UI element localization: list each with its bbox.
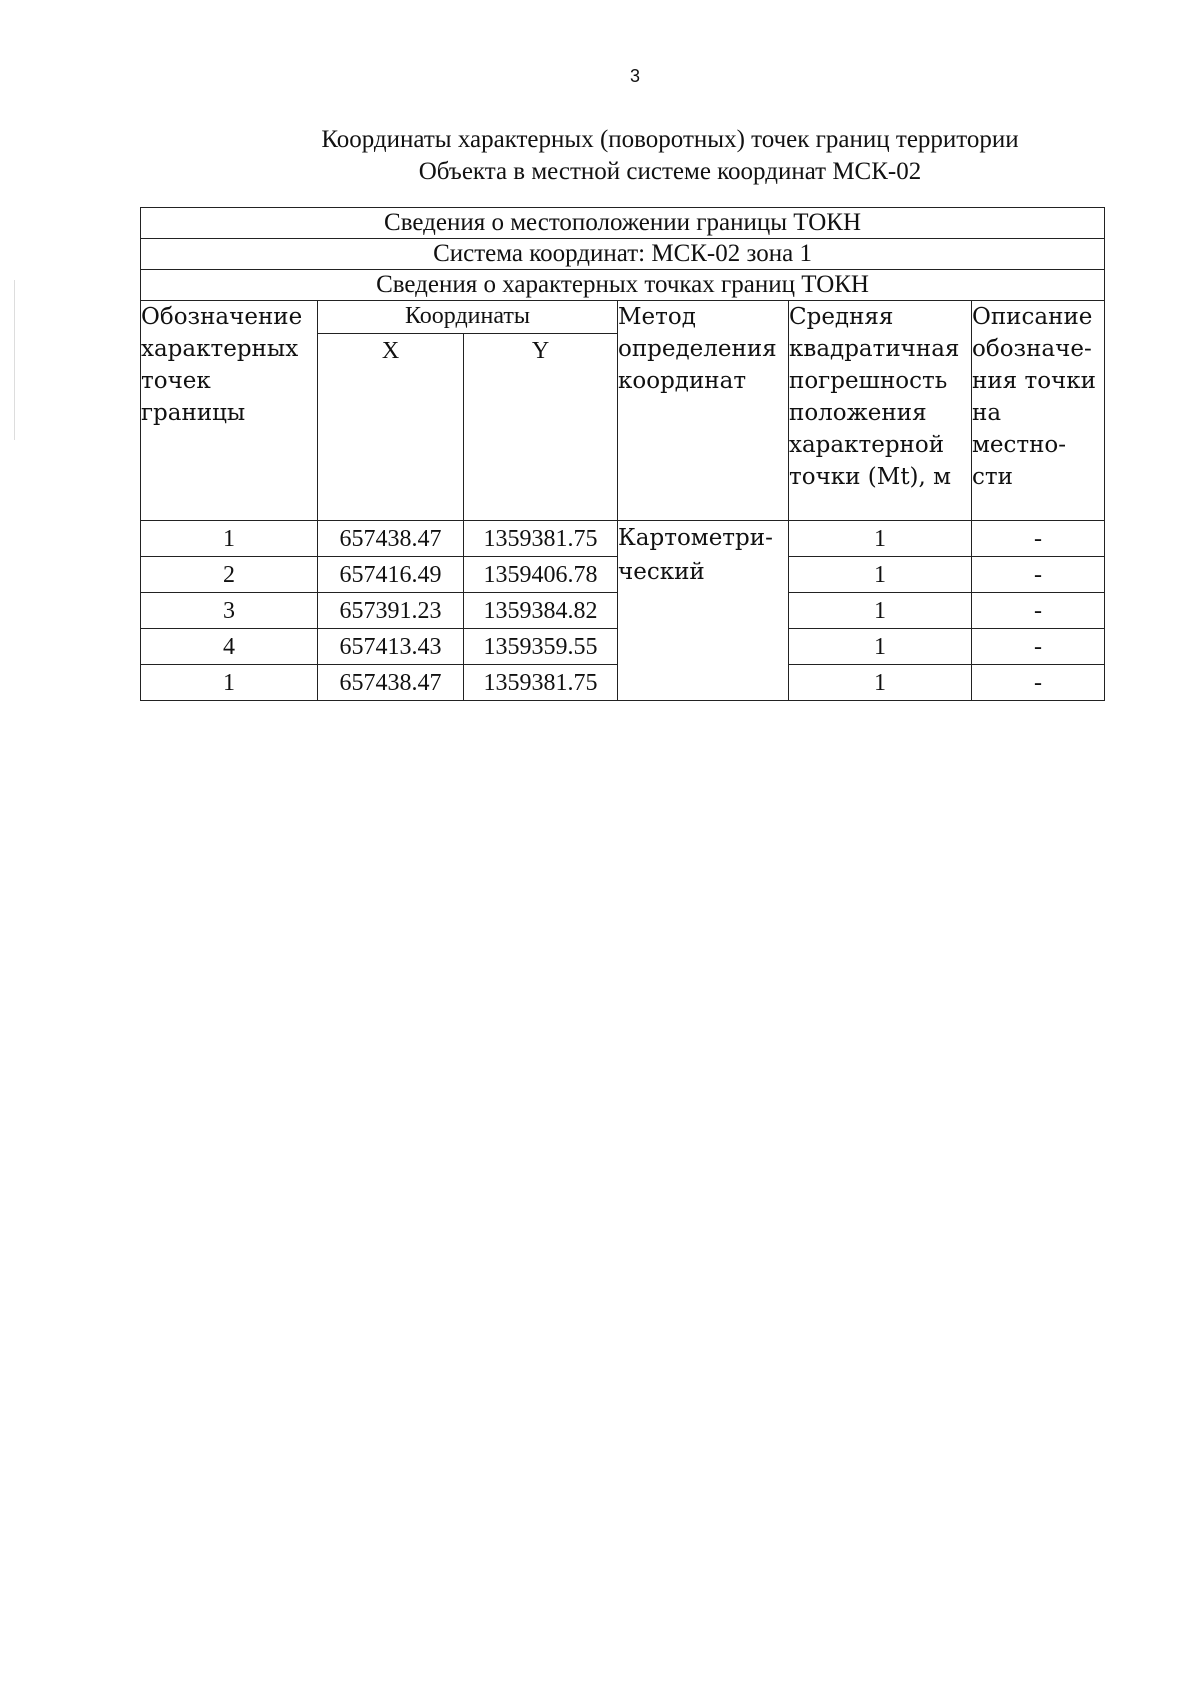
cell-description: -	[972, 557, 1105, 593]
cell-point: 2	[141, 557, 318, 593]
header-point-designation: Обозначение характерных точек границы	[141, 301, 318, 521]
cell-point: 1	[141, 665, 318, 701]
cell-x: 657413.43	[318, 629, 464, 665]
cell-x: 657438.47	[318, 665, 464, 701]
cell-y: 1359381.75	[464, 665, 618, 701]
cell-error: 1	[789, 593, 972, 629]
header-point-description: Описание обозначе- ния точки на местно- сти	[972, 301, 1105, 521]
cell-error: 1	[789, 665, 972, 701]
cell-x: 657438.47	[318, 521, 464, 557]
cell-y: 1359381.75	[464, 521, 618, 557]
cell-point: 3	[141, 593, 318, 629]
cell-error: 1	[789, 629, 972, 665]
cell-description: -	[972, 593, 1105, 629]
header-y: Y	[464, 334, 618, 521]
cell-description: -	[972, 665, 1105, 701]
cell-x: 657391.23	[318, 593, 464, 629]
cell-point: 1	[141, 521, 318, 557]
table-row	[141, 521, 1105, 557]
heading-line-1: Координаты характерных (поворотных) точек границ территории	[321, 126, 1019, 153]
header-method: Метод определения координат	[618, 301, 789, 521]
cell-x: 657416.49	[318, 557, 464, 593]
cell-description: -	[972, 521, 1105, 557]
table-band-points: Сведения о характерных точках границ ТОКН	[141, 270, 1105, 301]
cell-y: 1359406.78	[464, 557, 618, 593]
cell-y: 1359359.55	[464, 629, 618, 665]
cell-error: 1	[789, 557, 972, 593]
document-heading	[250, 124, 1090, 188]
table-band-coordinate-system: Система координат: МСК-02 зона 1	[141, 239, 1105, 270]
header-mean-square-error: Средняя квадратичная погрешность положения характерной точки (Mt), м	[789, 301, 972, 521]
cell-y: 1359384.82	[464, 593, 618, 629]
page-number: 3	[629, 66, 640, 86]
cell-description: -	[972, 629, 1105, 665]
cell-error: 1	[789, 521, 972, 557]
header-x: X	[318, 334, 464, 521]
scan-artifact	[14, 280, 15, 440]
header-coordinates: Координаты	[318, 301, 618, 334]
table-band-location: Сведения о местоположении границы ТОКН	[141, 208, 1105, 239]
cell-point: 4	[141, 629, 318, 665]
coordinates-table	[140, 207, 1105, 701]
heading-line-2: Объекта в местной системе координат МСК-02	[418, 158, 922, 185]
cell-method: Картометри- ческий	[618, 521, 789, 701]
